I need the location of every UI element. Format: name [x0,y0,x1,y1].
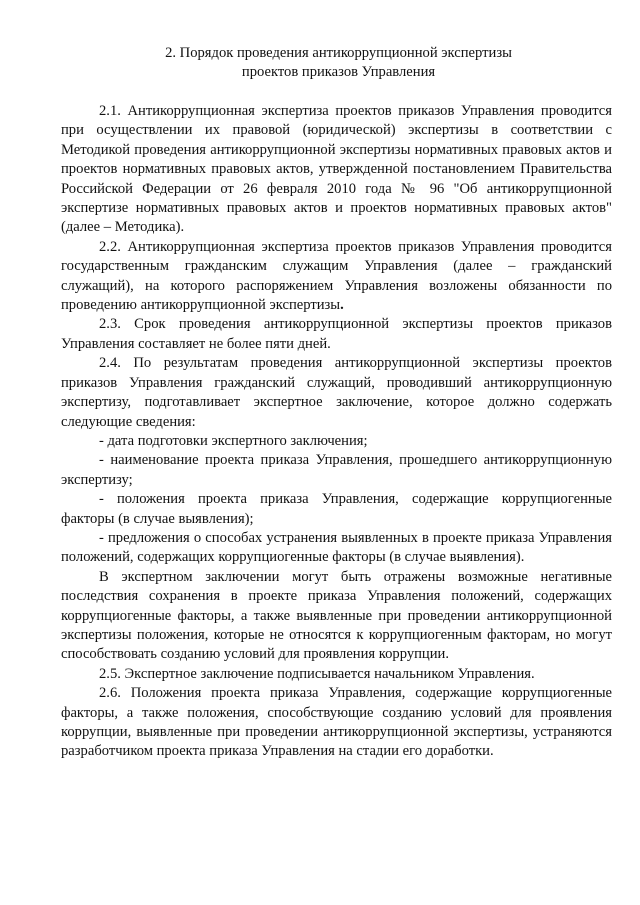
paragraph-2-4: 2.4. По результатам проведения антикоррупционной экспертизы проектов приказов Управления гражданский служащий, проводивший антикоррупционную экспертизу, подготавливает экспертное заключение, которое должно содержать следующие сведения: [61,355,612,430]
list-item-proposals: - предложения о способах устранения выявленных в проекте приказа Управления положений, содержащих коррупциогенные факторы (в случае выявления). [61,529,612,566]
section-title-line-1: 2. Порядок проведения антикоррупционной экспертизы [165,45,512,61]
list-item-provisions: - положения проекта приказа Управления, содержащие коррупциогенные факторы (в случае выявления); [61,491,612,527]
section-title-line-2: проектов приказов Управления [241,64,436,80]
paragraph-2-3: 2.3. Срок проведения антикоррупционной экспертизы проектов приказов Управления составляет не более пяти дней. [61,316,612,352]
paragraph-2-2-end-mark: . [340,297,344,314]
section-title [61,44,612,82]
paragraph-2-5: 2.5. Экспертное заключение подписывается начальником Управления. [99,665,535,682]
paragraph-2-6: 2.6. Положения проекта приказа Управления, содержащие коррупциогенные факторы, а также положения, способствующие созданию условий для проявления коррупции, выявленные при проведении антикоррупционной экспертизы, устраняются разработчиком проекта приказа Управления на стадии его доработки. [61,685,612,760]
list-item-name: - наименование проекта приказа Управления, прошедшего антикоррупционную экспертизу; [61,452,612,488]
paragraph-conclusion-note: В экспертном заключении могут быть отражены возможные негативные последствия сохранения в проекте приказа Управления положений, содержащих коррупциогенные факторы, а также выявленные при проведении антикоррупционной экспертизы положения, которые не относятся к коррупциогенным факторам, но могут способствовать созданию условий для проявления коррупции. [61,568,612,663]
paragraph-2-2-text: 2.2. Антикоррупционная экспертиза проектов приказов Управления проводится государственным гражданским служащим Управления (далее – гражданский служащий), на которого распоряжением Управления возложены обязанности по проведению антикоррупционной экспертизы [61,238,612,314]
paragraph-2-2 [61,238,612,316]
list-item-date: - дата подготовки экспертного заключения; [99,432,368,449]
paragraph-2-1: 2.1. Антикоррупционная экспертиза проектов приказов Управления проводится при осуществлении их правовой (юридической) экспертизы в соответствии с Методикой проведения антикоррупционной экспертизы нормативных правовых актов и проектов нормативных правовых актов, утвержденной постановлением Правительства Российской Федерации от 26 февраля 2010 года № 96 "Об антикоррупционной экспертизе нормативных правовых актов и проектов нормативных правовых актов" (далее – Методика). [61,103,612,236]
